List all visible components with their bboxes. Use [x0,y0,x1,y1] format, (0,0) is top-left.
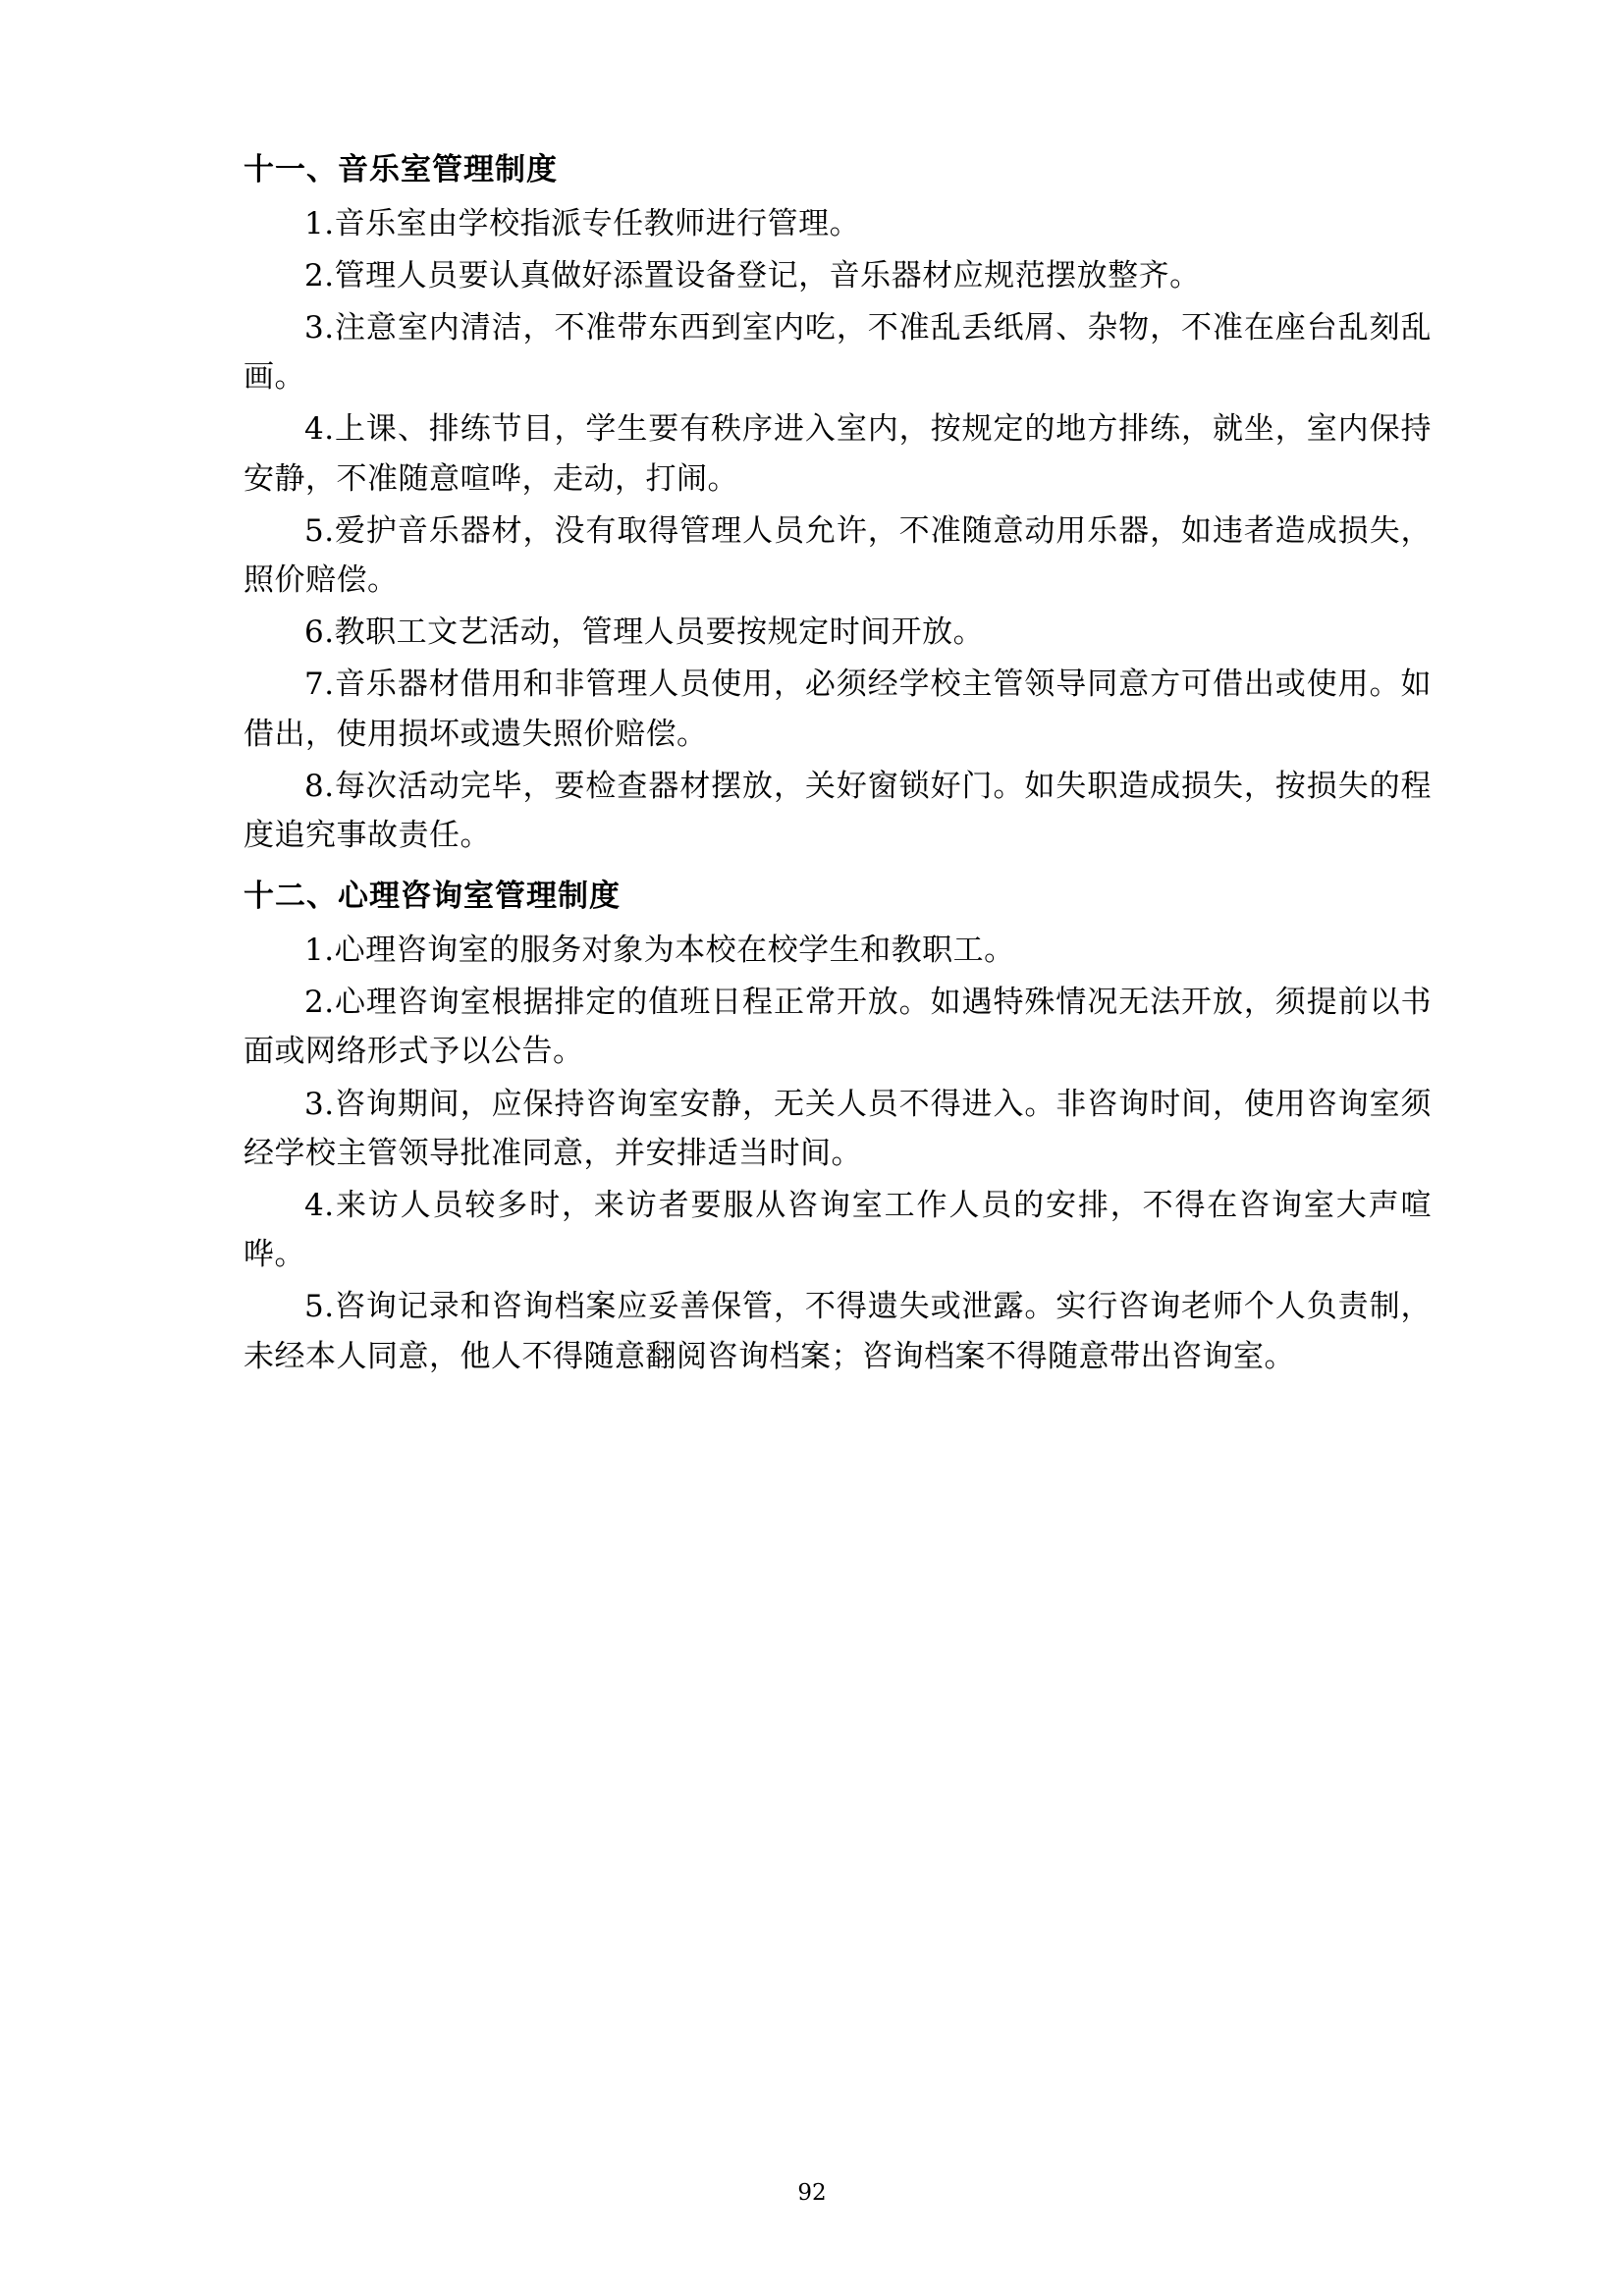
paragraph: 1.音乐室由学校指派专任教师进行管理。 [304,205,861,241]
paragraph: 2.管理人员要认真做好添置设备登记，音乐器材应规范摆放整齐。 [304,257,1201,294]
page-number: 92 [797,2180,827,2206]
paragraph: 4.来访人员较多时，来访者要服从咨询室工作人员的安排，不得在咨询室大声喧哗。 [244,1187,1432,1273]
page-content [244,147,1432,1381]
paragraph: 5.爱护音乐器材，没有取得管理人员允许，不准随意动用乐器，如违者造成损失，照价赔偿。 [244,512,1432,599]
paragraph: 1.心理咨询室的服务对象为本校在校学生和教职工。 [304,932,1015,968]
paragraph: 6.教职工文艺活动，管理人员要按规定时间开放。 [304,614,985,651]
paragraph: 2.心理咨询室根据排定的值班日程正常开放。如遇特殊情况无法开放，须提前以书面或网络形式予以公告。 [244,985,1432,1070]
paragraph: 8.每次活动完毕，要检查器材摆放，关好窗锁好门。如失职造成损失，按损失的程度追究事故责任。 [244,768,1432,854]
paragraph: 3.注意室内清洁，不准带东西到室内吃，不准乱丢纸屑、杂物，不准在座台乱刻乱画。 [244,309,1432,396]
paragraph: 7.音乐器材借用和非管理人员使用，必须经学校主管领导同意方可借出或使用。如借出，使用损坏或遗失照价赔偿。 [244,667,1432,752]
paragraph: 4.上课、排练节目，学生要有秩序进入室内，按规定的地方排练，就坐，室内保持安静，不准随意喧哗，走动，打闹。 [244,411,1432,497]
section-heading-music-room: 十一、音乐室管理制度 [244,152,558,187]
section-heading-counseling-room: 十二、心理咨询室管理制度 [244,879,621,915]
paragraph: 5.咨询记录和咨询档案应妥善保管，不得遗失或泄露。实行咨询老师个人负责制，未经本人同意，他人不得随意翻阅咨询档案；咨询档案不得随意带出咨询室。 [244,1289,1432,1374]
paragraph: 3.咨询期间，应保持咨询室安静，无关人员不得进入。非咨询时间，使用咨询室须经学校主管领导批准同意，并安排适当时间。 [244,1086,1432,1171]
